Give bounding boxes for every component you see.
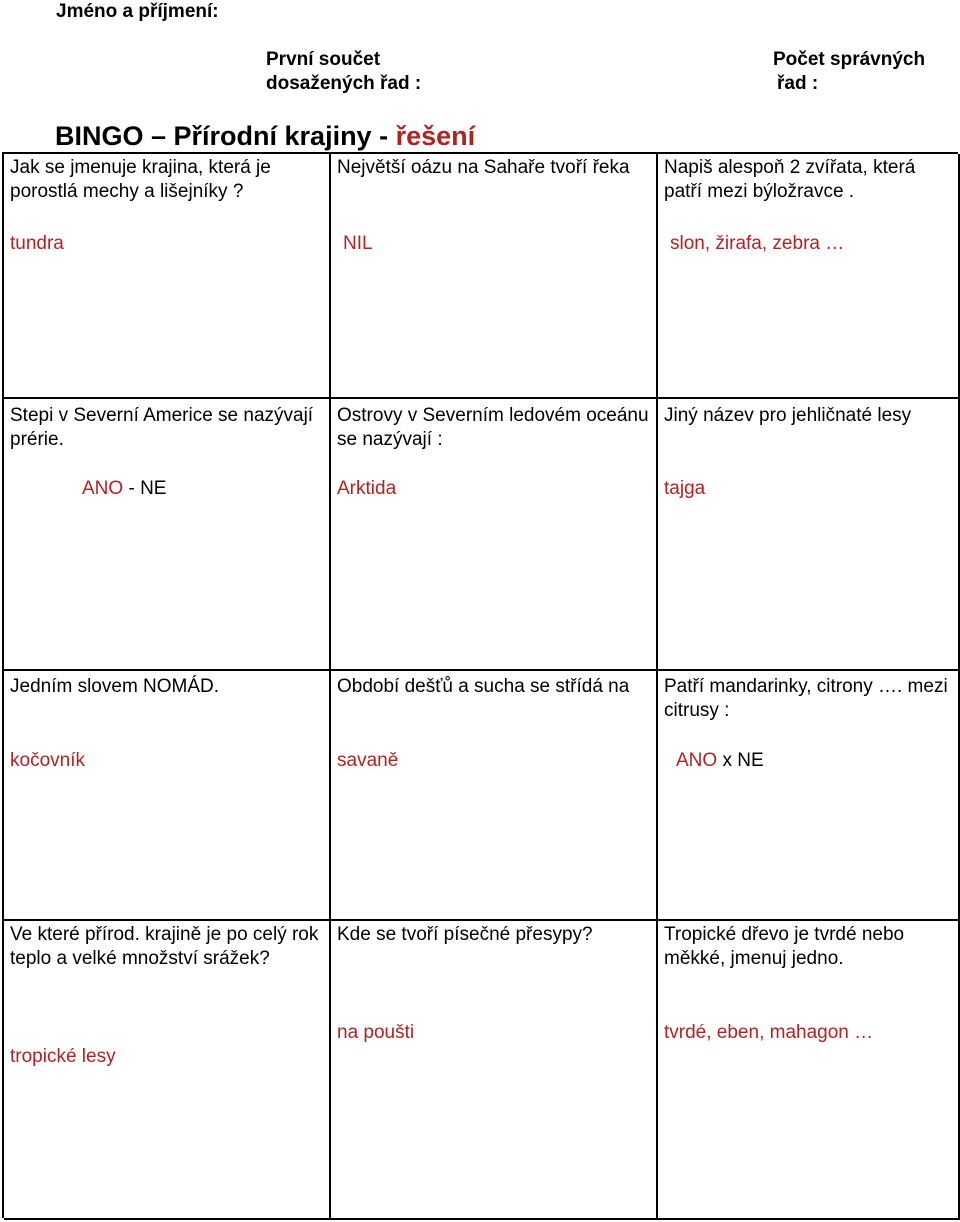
bingo-cell	[4, 671, 331, 921]
cell-answer: tundra	[10, 233, 64, 254]
cell-question: Patří mandarinky, citrony …. mezi citrusy :	[664, 676, 948, 721]
cell-answer: na poušti	[337, 1022, 415, 1043]
bingo-cell	[4, 921, 331, 1220]
cell-question: Největší oázu na Sahaře tvoří řeka	[337, 157, 630, 178]
answer-no: - NE	[123, 478, 167, 499]
cell-answer	[676, 749, 764, 773]
bingo-cell	[331, 921, 658, 1220]
bingo-cell	[4, 154, 331, 399]
cell-answer	[82, 477, 166, 501]
bingo-cell	[331, 154, 658, 399]
title-main: BINGO – Přírodní krajiny -	[55, 121, 389, 151]
correct-count-label-line1: Počet správných	[773, 49, 926, 70]
bingo-cell	[658, 399, 960, 671]
cell-answer: savaně	[337, 750, 399, 771]
cell-answer: kočovník	[10, 750, 85, 771]
answer-yes: ANO	[82, 478, 124, 499]
cell-question: Jak se jmenuje krajina, která je porostlá mechy a lišejníky ?	[10, 157, 271, 202]
cell-question: Napiš alespoň 2 zvířata, která patří mezi býložravce .	[664, 157, 916, 202]
first-sum-label-line2: dosažených řad :	[266, 73, 422, 94]
bingo-cell	[658, 921, 960, 1220]
bingo-cell	[4, 399, 331, 671]
first-sum-label	[266, 48, 421, 96]
bingo-cell	[331, 399, 658, 671]
cell-answer: slon, žirafa, zebra …	[670, 233, 845, 254]
bingo-cell	[658, 671, 960, 921]
answer-yes: ANO	[676, 750, 718, 771]
correct-count-label-line2: řad :	[777, 73, 819, 94]
page-title	[55, 120, 475, 152]
cell-question: Ve které přírod. krajině je po celý rok teplo a velké množství srážek?	[10, 924, 319, 969]
first-sum-label-line1: První součet	[266, 49, 381, 70]
cell-question: Tropické dřevo je tvrdé nebo měkké, jmenuj jedno.	[664, 924, 905, 969]
cell-question: Období dešťů a sucha se střídá na	[337, 676, 630, 697]
title-highlight: řešení	[395, 121, 476, 151]
correct-count-label	[773, 48, 925, 96]
answer-no: x NE	[717, 750, 764, 771]
cell-answer: Arktida	[337, 478, 397, 499]
cell-answer: tajga	[664, 478, 706, 499]
cell-question: Jedním slovem NOMÁD.	[10, 676, 220, 697]
cell-question: Stepi v Severní Americe se nazývají prérie.	[10, 405, 314, 450]
bingo-cell	[331, 671, 658, 921]
cell-answer: tropické lesy	[10, 1046, 116, 1067]
cell-answer: tvrdé, eben, mahagon …	[664, 1022, 874, 1043]
cell-question: Jiný název pro jehličnaté lesy	[664, 405, 912, 426]
cell-question: Kde se tvoří písečné přesypy?	[337, 924, 593, 945]
bingo-grid	[2, 152, 958, 1218]
bingo-cell	[658, 154, 960, 399]
cell-answer: NIL	[343, 233, 373, 254]
cell-question: Ostrovy v Severním ledovém oceánu se nazývají :	[337, 405, 649, 450]
name-label: Jméno a příjmení:	[56, 1, 219, 22]
